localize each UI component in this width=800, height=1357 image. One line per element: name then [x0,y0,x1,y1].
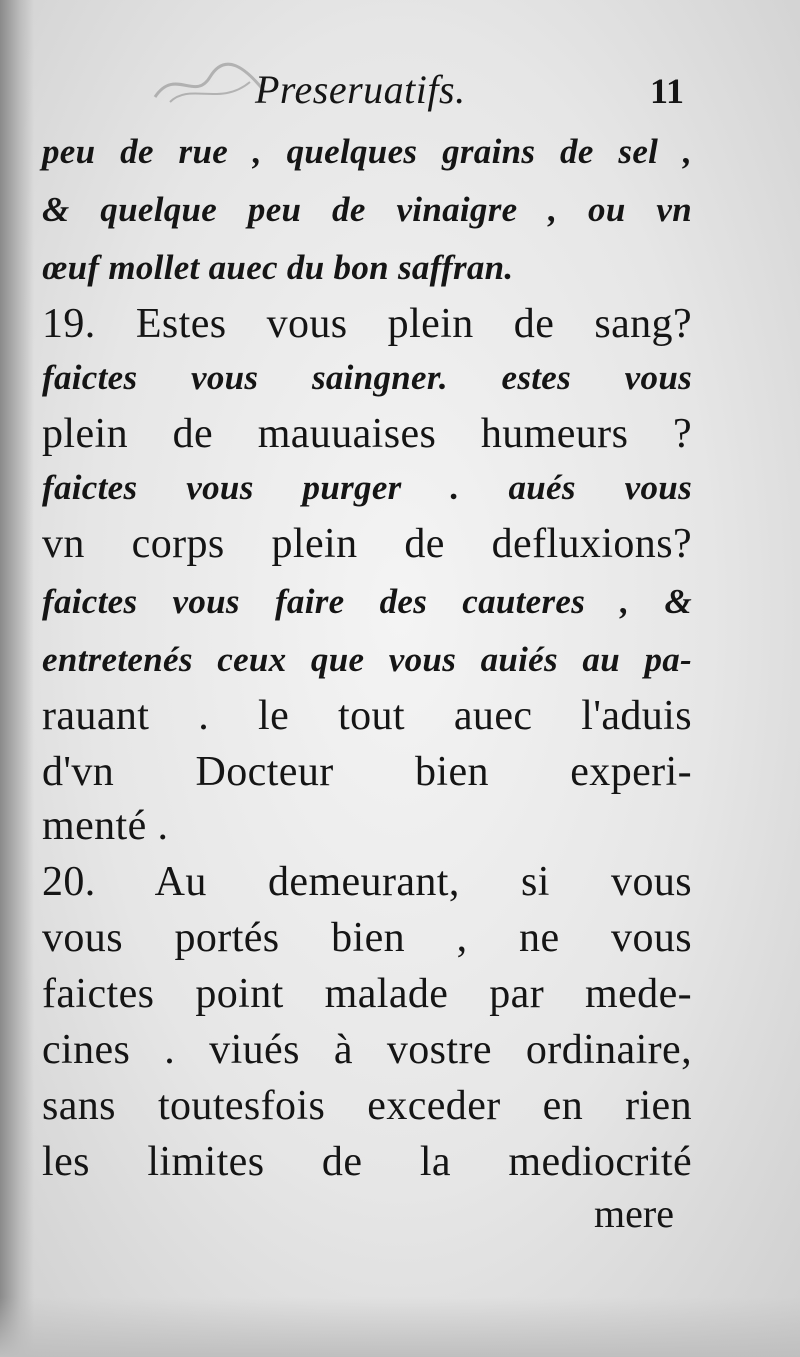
page-number: 11 [650,71,685,111]
text-line: entretenés ceux que vous auiés au pa- [42,640,692,679]
text-line: 19. Estes vous plein de sang? [42,301,692,347]
text-line: vn corps plein de defluxions? [42,521,692,567]
catchword: mere [594,1191,674,1236]
text-line: sans toutesfois exceder en rien [42,1083,692,1129]
text-line: cines . viués à vostre ordinaire, [42,1027,692,1073]
page-bottom-shadow [0,1297,800,1357]
text-line: & quelque peu de vinaigre , ou vn [42,190,692,229]
text-line: œuf mollet auec du bon saffran. [42,248,514,287]
text-line: faictes vous purger . aués vous [42,468,692,507]
text-line: rauant . le tout auec l'aduis [42,693,692,739]
text-line: plein de mauuaises humeurs ? [42,411,692,457]
text-line: peu de rue , quelques grains de sel , [42,132,692,171]
page-gutter-shadow [0,0,34,1357]
text-line: faictes point malade par mede- [42,971,692,1017]
bleed-through-ornament [150,62,270,107]
running-head: Preseruatifs. [255,67,466,112]
text-line: 20. Au demeurant, si vous [42,859,692,905]
text-line: vous portés bien , ne vous [42,915,692,961]
text-line: les limites de la mediocrité [42,1139,692,1185]
text-line: faictes vous faire des cauteres , & [42,582,692,621]
text-line: faictes vous saingner. estes vous [42,358,692,397]
text-line: menté . [42,803,169,849]
text-line: d'vn Docteur bien experi- [42,749,692,795]
